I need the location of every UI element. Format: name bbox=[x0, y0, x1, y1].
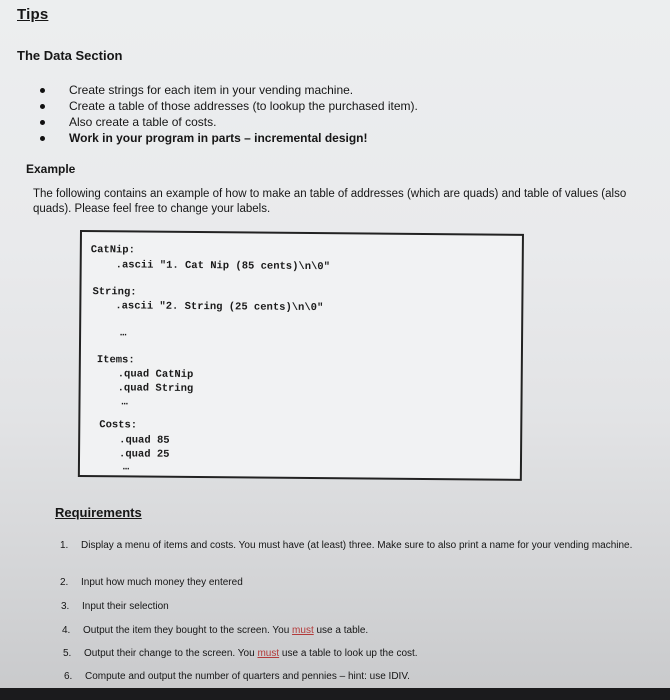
code-ellipsis: … bbox=[120, 327, 127, 340]
code-line-costs-quad: .quad 85 bbox=[119, 434, 170, 447]
bullet-dot-icon bbox=[40, 120, 45, 125]
requirement-text: Input their selection bbox=[82, 601, 169, 612]
requirement-number: 3. bbox=[61, 601, 70, 612]
requirement-number: 4. bbox=[62, 625, 71, 636]
code-ellipsis: … bbox=[121, 396, 128, 409]
example-heading: Example bbox=[26, 162, 76, 176]
requirement-text-part: use a table. bbox=[313, 625, 369, 636]
bullet-dot-icon bbox=[40, 104, 45, 109]
code-label-string: String: bbox=[92, 286, 137, 299]
requirement-text: Input how much money they entered bbox=[81, 577, 243, 588]
requirement-text bbox=[83, 624, 368, 637]
requirement-text-part: use a table to look up the cost. bbox=[279, 648, 418, 659]
requirement-text-part: Output the item they bought to the screen. You bbox=[83, 625, 293, 636]
bullet-dot-icon bbox=[40, 136, 45, 141]
requirement-number: 5. bbox=[63, 648, 72, 659]
code-example-box bbox=[78, 230, 524, 481]
data-section-bullet-list bbox=[40, 82, 418, 146]
bottom-dark-edge bbox=[0, 688, 670, 700]
must-emphasis: must bbox=[292, 625, 314, 636]
bullet-text: Create a table of those addresses (to lookup the purchased item). bbox=[69, 99, 418, 113]
must-emphasis: must bbox=[257, 648, 280, 659]
code-label-catnip: CatNip: bbox=[90, 244, 135, 257]
code-line-string-ascii: .ascii "2. String (25 cents)\n\0" bbox=[115, 300, 324, 315]
bullet-item bbox=[40, 82, 418, 98]
example-description: The following contains an example of how to make an table of addresses (which are quads) and table of values (also quads). Please feel free to change your labels. bbox=[33, 188, 627, 215]
bullet-item bbox=[40, 98, 418, 114]
data-section-heading: The Data Section bbox=[17, 48, 123, 63]
code-line-catnip-ascii: .ascii "1. Cat Nip (85 cents)\n\0" bbox=[115, 259, 330, 274]
requirement-number: 1. bbox=[60, 540, 69, 551]
bullet-text: Work in your program in parts – incremental design! bbox=[69, 131, 368, 145]
bullet-text: Create strings for each item in your vending machine. bbox=[69, 83, 354, 97]
code-label-costs: Costs: bbox=[99, 419, 138, 432]
requirements-heading: Requirements bbox=[55, 505, 142, 520]
code-line-items-quad: .quad CatNip bbox=[117, 368, 194, 381]
code-label-items: Items: bbox=[96, 354, 135, 367]
page-title: Tips bbox=[17, 6, 49, 23]
requirement-text-part: Output their change to the screen. You bbox=[84, 648, 258, 659]
requirement-number: 2. bbox=[60, 577, 69, 588]
code-line-items-quad: .quad String bbox=[117, 382, 194, 395]
requirement-text bbox=[84, 647, 418, 660]
bullet-item bbox=[40, 130, 418, 146]
bullet-text: Also create a table of costs. bbox=[69, 115, 217, 129]
code-ellipsis: … bbox=[122, 461, 130, 474]
requirement-text: Display a menu of items and costs. You must have (at least) three. Make sure to also print a name for your vending machine. bbox=[81, 540, 633, 551]
requirement-number: 6. bbox=[64, 671, 73, 682]
code-line-costs-quad: .quad 25 bbox=[118, 448, 170, 461]
bullet-dot-icon bbox=[40, 88, 45, 93]
requirement-text: Compute and output the number of quarters and pennies – hint: use IDIV. bbox=[85, 671, 410, 682]
bullet-item bbox=[40, 114, 418, 130]
